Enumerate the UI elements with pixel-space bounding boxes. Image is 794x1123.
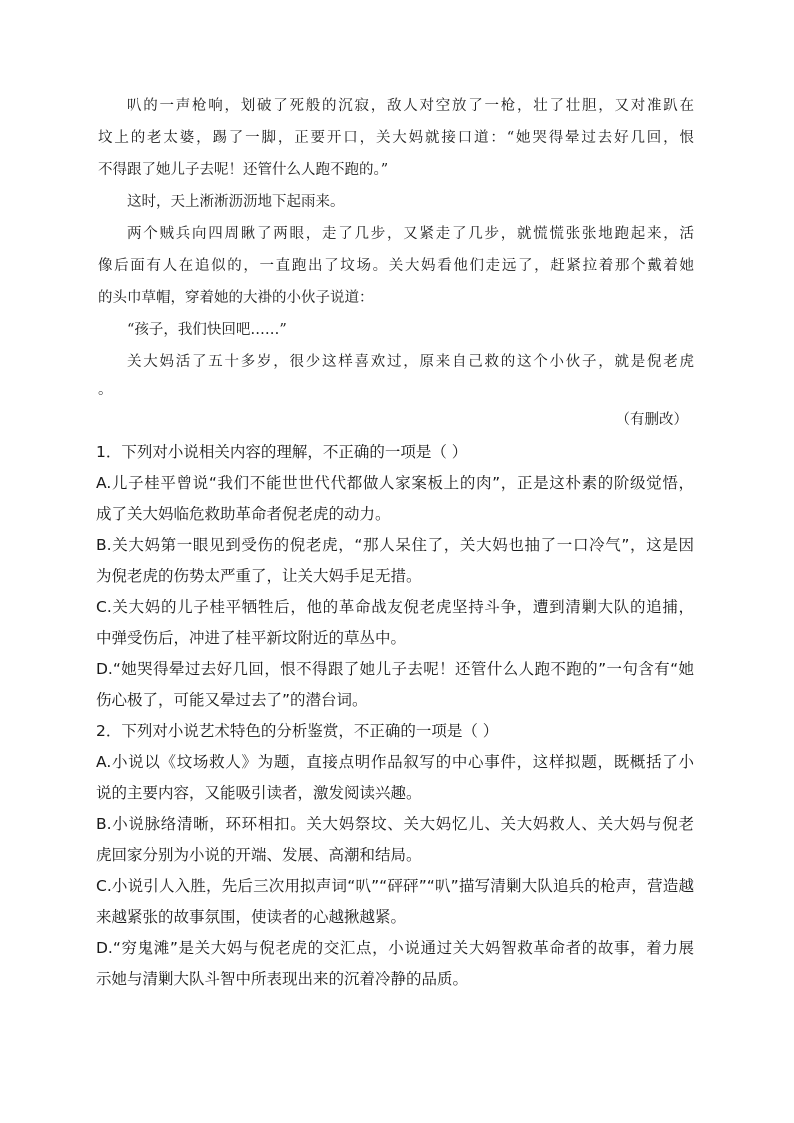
question-1-option-d: D.“她哭得晕过去好几回，恨不得跟了她儿子去呢！还管什么人跑不跑的”一句含有“她	[96, 660, 694, 678]
story-line: 不得跟了她儿子去呢！还管什么人跑不跑的。”	[98, 162, 389, 178]
question-2-option-a-cont: 说的主要内容，又能吸引读者，激发阅读兴趣。	[96, 784, 422, 802]
question-1-option-c-cont: 中弹受伤后，冲进了桂平新坟附近的草丛中。	[96, 629, 407, 647]
question-1-option-a: A.儿子桂平曾说“我们不能世世代代都做人家案板上的肉”，正是这朴素的阶级觉悟，	[96, 474, 694, 492]
story-line: 坟上的老太婆，踢了一脚，正要开口，关大妈就接口道：“她哭得晕过去好几回，恨	[98, 130, 694, 146]
question-2-option-d-cont: 示她与清剿大队斗智中所表现出来的沉着冷静的品质。	[96, 970, 469, 988]
question-2-option-b-cont: 虎回家分别为小说的开端、发展、高潮和结局。	[96, 846, 422, 864]
question-1-option-b-cont: 为倪老虎的伤势太严重了，让关大妈手足无措。	[96, 567, 422, 585]
story-line: 的头巾草帽，穿着她的大褂的小伙子说道：	[98, 290, 374, 306]
question-2-option-d: D.“穷鬼滩”是关大妈与倪老虎的交汇点，小说通过关大妈智救革命者的故事，着力展	[96, 939, 694, 957]
story-line: “孩子，我们快回吧……”	[127, 322, 287, 338]
question-2-option-c: C.小说引人入胜，先后三次用拟声词“叭”“砰砰”“叭”描写清剿大队追兵的枪声，营造越	[96, 877, 694, 895]
source-note: （有删改）	[615, 412, 688, 428]
question-2-option-a: A.小说以《坟场救人》为题，直接点明作品叙写的中心事件，这样拟题，既概括了小	[96, 753, 694, 771]
question-1-option-c: C.关大妈的儿子桂平牺牲后，他的革命战友倪老虎坚持斗争，遭到清剿大队的追捕，	[96, 598, 694, 616]
story-line: 。	[98, 382, 113, 398]
story-line: 关大妈活了五十多岁，很少这样喜欢过，原来自己救的这个小伙子，就是倪老虎	[127, 354, 694, 370]
question-2-option-c-cont: 来越紧张的故事氛围，使读者的心越揪越紧。	[96, 908, 407, 926]
question-1-option-d-cont: 伤心极了，可能又晕过去了”的潜台词。	[96, 691, 368, 709]
question-1-option-a-cont: 成了关大妈临危救助革命者倪老虎的动力。	[96, 505, 391, 523]
question-1-stem: 1．下列对小说相关内容的理解，不正确的一项是（ ）	[96, 443, 468, 461]
story-line: 两个贼兵向四周瞅了两眼，走了几步，又紧走了几步，就慌慌张张地跑起来，活	[127, 226, 694, 242]
story-line: 这时，天上淅淅沥沥地下起雨来。	[127, 194, 345, 210]
story-line: 像后面有人在追似的，一直跑出了坟场。关大妈看他们走远了，赶紧拉着那个戴着她	[98, 258, 694, 274]
question-2-option-b: B.小说脉络清晰，环环相扣。关大妈祭坟、关大妈忆儿、关大妈救人、关大妈与倪老	[96, 815, 694, 833]
question-2-stem: 2．下列对小说艺术特色的分析鉴赏，不正确的一项是（ ）	[96, 722, 499, 740]
story-line: 叭的一声枪响，划破了死般的沉寂，敌人对空放了一枪，壮了壮胆，又对准趴在	[127, 98, 694, 114]
question-1-option-b: B.关大妈第一眼见到受伤的倪老虎，“那人呆住了，关大妈也抽了一口冷气”，这是因	[96, 536, 694, 554]
